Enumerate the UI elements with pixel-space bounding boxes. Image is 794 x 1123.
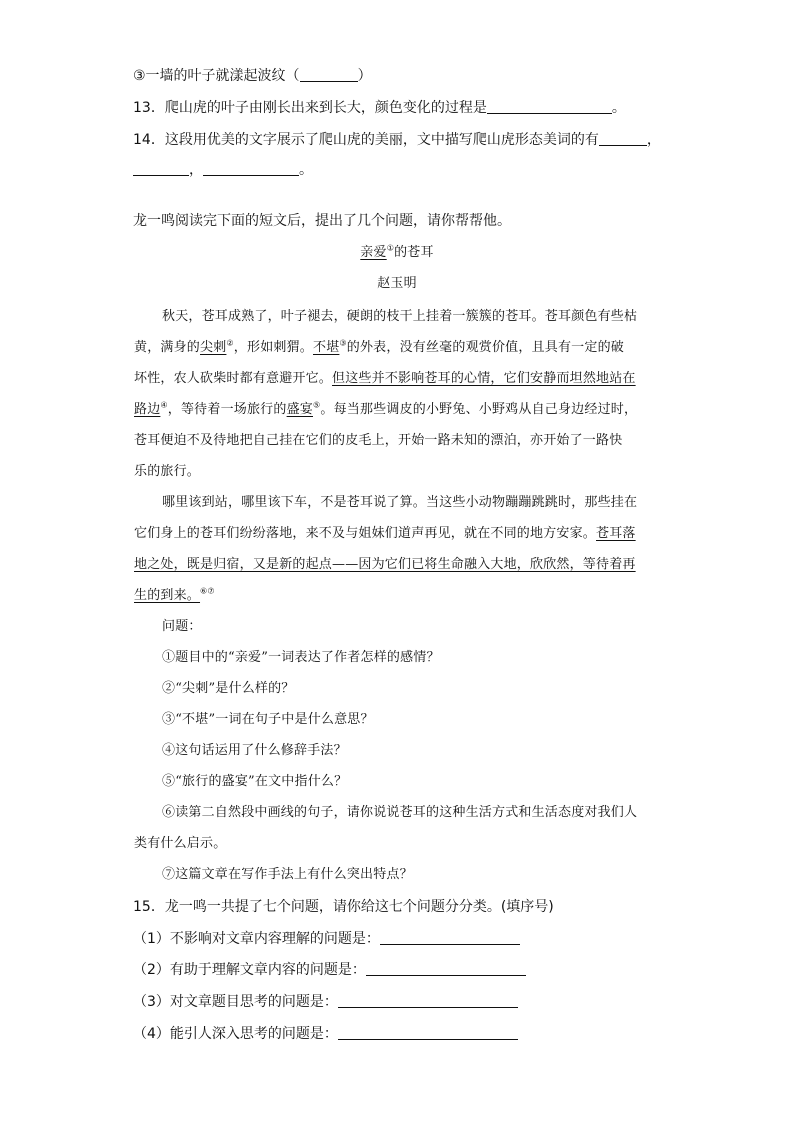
question-3: ③“不堪”一词在句子中是什么意思？ — [162, 712, 374, 727]
article-p1-line4: 路边④，等待着一场旅行的盛宴⑤。每当那些调皮的小野兔、小野鸡从自己身边经过时， — [134, 400, 638, 417]
q12-item3: ③一墙的叶子就漾起波纹（ ） — [133, 68, 372, 84]
article-p1-line2: 黄，满身的尖刺②，形如刺猬。不堪③的外表，没有丝毫的观赏价值，且具有一定的破 — [134, 338, 624, 355]
q15-category-2: （2）有助于理解文章内容的问题是： — [133, 960, 526, 980]
article-p1-line5: 苍耳便迫不及待地把自己挂在它们的皮毛上，开始一路未知的漂泊，亦开始了一路快 — [134, 433, 623, 448]
q15-blank-2[interactable] — [366, 961, 526, 976]
q13-blank[interactable] — [487, 99, 612, 114]
q12-item3-blank[interactable] — [300, 67, 358, 82]
article-title: 亲爱①的苍耳 — [360, 243, 434, 260]
q15-blank-4[interactable] — [338, 1025, 518, 1040]
question-4: ④这句话运用了什么修辞手法？ — [162, 743, 347, 758]
q14-line2: ， 。 — [133, 160, 313, 180]
question-6-line1: ⑥读第二自然段中画线的句子，请你说说苍耳的这种生活方式和生活态度对我们人 — [162, 805, 638, 820]
question-7: ⑦这篇文章在写作手法上有什么突出特点？ — [162, 867, 413, 882]
article-p1-line1: 秋天，苍耳成熟了，叶子褪去，硬朗的枝干上挂着一簇簇的苍耳。苍耳颜色有些枯 — [162, 309, 638, 324]
question-1: ①题目中的“亲爱”一词表达了作者怎样的感情？ — [162, 650, 440, 665]
article-p1-line3: 坏性，农人砍柴时都有意避开它。但这些并不影响苍耳的心情，它们安静而坦然地站在 — [134, 371, 636, 386]
question-5: ⑤“旅行的盛宴”在文中指什么？ — [162, 774, 348, 789]
q15-category-3: （3）对文章题目思考的问题是： — [133, 992, 518, 1012]
q15-blank-3[interactable] — [338, 993, 518, 1008]
article-p2-line1: 哪里该到站，哪里该下车，不是苍耳说了算。当这些小动物蹦蹦跳跳时，那些挂在 — [162, 495, 638, 510]
q15-stem: 15．龙一鸣一共提了七个问题，请你给这七个问题分分类。(填序号) — [133, 899, 554, 915]
q14-blank-3[interactable] — [203, 161, 299, 176]
article-p1-line6: 乐的旅行。 — [134, 464, 201, 479]
q14-line1: 14．这段用优美的文字展示了爬山虎的美丽，文中描写爬山虎形态美词的有 ， — [133, 132, 661, 148]
article-p2-line4: 生的到来。⑥⑦ — [134, 586, 215, 603]
article-author: 赵玉明 — [377, 276, 417, 291]
questions-label: 问题： — [162, 619, 202, 634]
q15-blank-1[interactable] — [380, 930, 520, 945]
q13: 13．爬山虎的叶子由刚长出来到长大，颜色变化的过程是 。 — [133, 100, 626, 116]
q14-blank-2[interactable] — [133, 161, 189, 176]
question-2: ②“尖刺”是什么样的？ — [162, 681, 295, 696]
q15-category-1: （1）不影响对文章内容理解的问题是： — [133, 929, 520, 949]
article-p2-line3: 地之处，既是归宿，又是新的起点——因为它们已将生命融入大地，欣欣然，等待着再 — [134, 557, 636, 572]
article-p2-line2: 它们身上的苍耳们纷纷落地，来不及与姐妹们道声再见，就在不同的地方安家。苍耳落 — [134, 526, 636, 541]
question-6-line2: 类有什么启示。 — [134, 836, 227, 851]
q14-blank-1[interactable] — [599, 131, 647, 146]
reading-intro: 龙一鸣阅读完下面的短文后，提出了几个问题，请你帮帮他。 — [133, 213, 511, 229]
q15-category-4: （4）能引人深入思考的问题是： — [133, 1024, 518, 1044]
